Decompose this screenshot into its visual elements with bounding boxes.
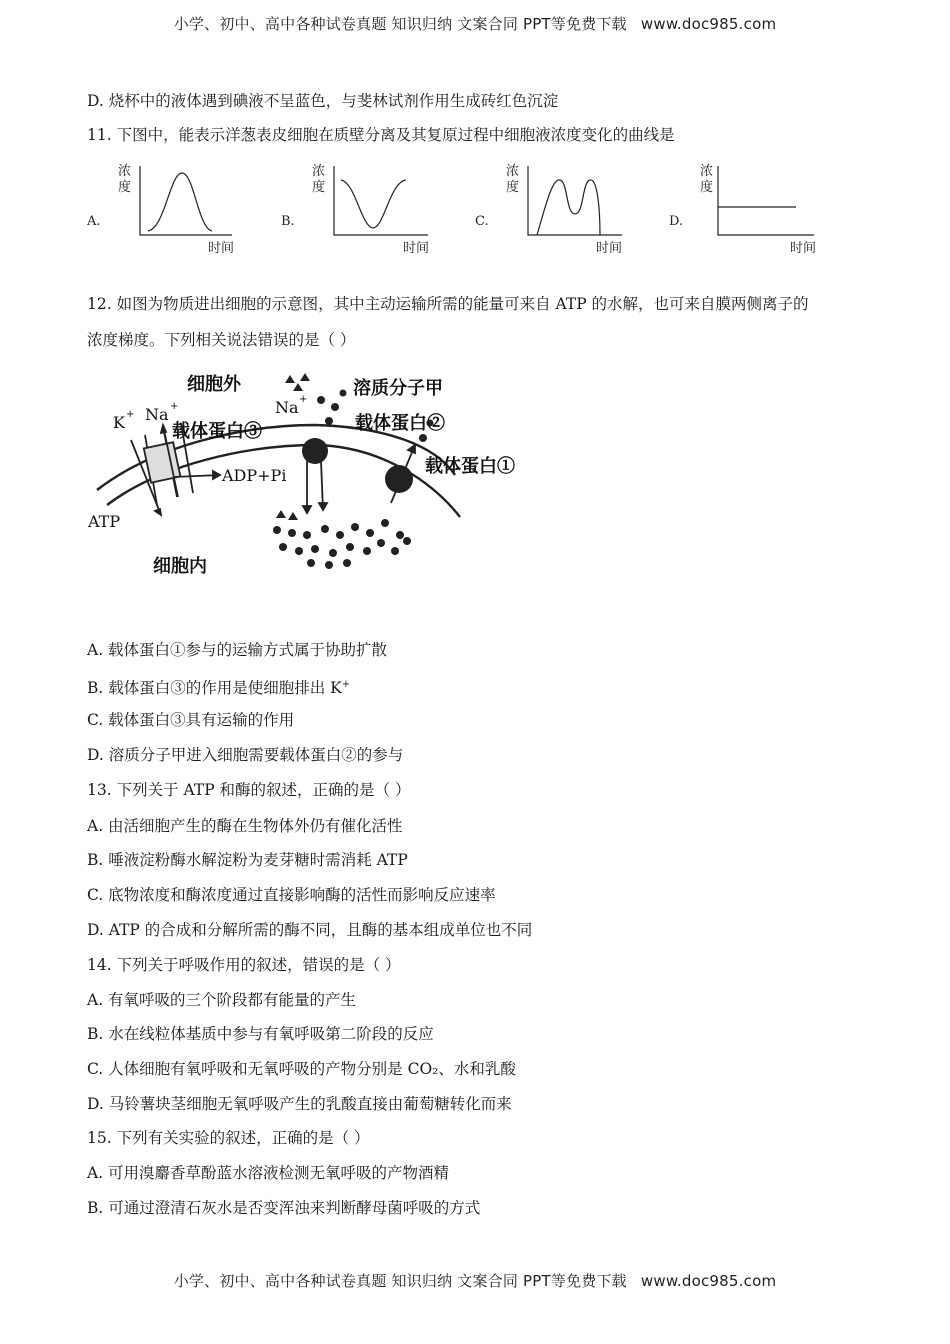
q13-option-a: A. 由活细胞产生的酶在生物体外仍有催化活性 — [87, 817, 403, 835]
label-adp: ADP+Pi — [222, 466, 287, 485]
q13-option-c: C. 底物浓度和酶浓度通过直接影响酶的活性而影响反应速率 — [87, 886, 496, 904]
q11-b-axes — [334, 166, 428, 235]
label-carrier-3: 载体蛋白③ — [172, 421, 262, 442]
q11-b-ylabel-1: 浓 — [312, 164, 326, 179]
q11-option-a-label: A. — [87, 214, 101, 229]
q11-stem: 11. 下图中，能表示洋葱表皮细胞在质壁分离及其复原过程中细胞液浓度变化的曲线是 — [87, 126, 675, 144]
q11-d-ylabel-1: 浓 — [700, 164, 714, 179]
q13-option-d: D. ATP 的合成和分解所需的酶不同，且酶的基本组成单位也不同 — [87, 921, 533, 939]
q11-d-ylabel-2: 度 — [700, 180, 714, 195]
q15-option-a: A. 可用溴麝香草酚蓝水溶液检测无氧呼吸的产物酒精 — [87, 1164, 450, 1182]
q12-stem-2: 浓度梯度。下列相关说法错误的是（ ） — [87, 331, 356, 349]
q13-option-b: B. 唾液淀粉酶水解淀粉为麦芽糖时需消耗 ATP — [87, 851, 408, 869]
q12-figure — [85, 365, 545, 590]
q12-option-b-sup: + — [341, 679, 351, 690]
q11-c-axes — [528, 166, 622, 235]
label-carrier-1: 载体蛋白① — [425, 456, 515, 477]
q11-d-xlabel: 时间 — [790, 241, 817, 256]
label-solute: 溶质分子甲 — [353, 378, 443, 399]
label-inside: 细胞内 — [153, 556, 207, 577]
q11-option-c-label: C. — [475, 214, 489, 229]
q11-graphs — [0, 158, 950, 268]
q11-a-xlabel: 时间 — [208, 241, 235, 256]
q12-option-a: A. 载体蛋白①参与的运输方式属于协助扩散 — [87, 641, 388, 659]
q11-b-ylabel-2: 度 — [312, 180, 326, 195]
q11-a-curve — [148, 173, 212, 231]
q12-option-b-text: B. 载体蛋白③的作用是使细胞排出 K — [87, 679, 342, 698]
footer-url[interactable]: www.doc985.com — [640, 1272, 777, 1290]
q14-option-d: D. 马铃薯块茎细胞无氧呼吸产生的乳酸直接由葡萄糖转化而来 — [87, 1095, 512, 1113]
q11-a-axes — [140, 166, 232, 235]
q11-c-xlabel: 时间 — [596, 241, 623, 256]
label-na-left-plus: + — [170, 401, 179, 412]
label-k-plus: + — [126, 409, 135, 420]
q10-option-d: D. 烧杯中的液体遇到碘液不呈蓝色，与斐林试剂作用生成砖红色沉淀 — [87, 92, 559, 110]
carrier-2-arrows — [303, 461, 327, 513]
q13-stem: 13. 下列关于 ATP 和酶的叙述，正确的是（ ） — [87, 781, 411, 799]
q11-b-curve — [341, 180, 406, 228]
q11-c-curve — [537, 180, 600, 235]
q11-option-b-label: B. — [281, 214, 295, 229]
header-text: 小学、初中、高中各种试卷真题 知识归纳 文案合同 PPT等免费下载 — [173, 15, 627, 33]
q14-option-b: B. 水在线粒体基质中参与有氧呼吸第二阶段的反应 — [87, 1025, 434, 1043]
q11-a-ylabel-2: 度 — [118, 180, 132, 195]
label-na-top: Na — [275, 398, 299, 417]
q11-b-xlabel: 时间 — [403, 241, 430, 256]
q11-option-d-label: D. — [669, 214, 684, 229]
label-outside: 细胞外 — [187, 374, 241, 395]
q15-stem: 15. 下列有关实验的叙述，正确的是（ ） — [87, 1129, 370, 1147]
q12-option-b — [87, 675, 350, 698]
page-header — [0, 13, 950, 34]
label-na-left: Na — [145, 405, 169, 424]
q12-stem-1: 12. 如图为物质进出细胞的示意图，其中主动运输所需的能量可来自 ATP 的水解，也可来自膜两侧离子的 — [87, 295, 809, 313]
label-na-top-plus: + — [299, 394, 308, 405]
page-footer — [0, 1270, 950, 1291]
q11-c-ylabel-1: 浓 — [506, 164, 520, 179]
solute-dots-inside — [273, 510, 411, 569]
q12-option-c: C. 载体蛋白③具有运输的作用 — [87, 711, 295, 729]
label-atp: ATP — [88, 512, 121, 531]
q11-d-axes — [718, 166, 814, 235]
q12-option-d: D. 溶质分子甲进入细胞需要载体蛋白②的参与 — [87, 746, 404, 764]
q14-option-a: A. 有氧呼吸的三个阶段都有能量的产生 — [87, 991, 357, 1009]
label-carrier-2: 载体蛋白② — [355, 413, 445, 434]
carrier-2-shape — [302, 438, 328, 464]
header-url[interactable]: www.doc985.com — [640, 15, 777, 33]
q11-c-ylabel-2: 度 — [506, 180, 520, 195]
footer-text: 小学、初中、高中各种试卷真题 知识归纳 文案合同 PPT等免费下载 — [173, 1272, 627, 1290]
q14-option-c: C. 人体细胞有氧呼吸和无氧呼吸的产物分别是 CO₂、水和乳酸 — [87, 1060, 516, 1078]
carrier-1-shape — [385, 465, 413, 493]
label-k: K — [113, 413, 125, 432]
q11-a-ylabel-1: 浓 — [118, 164, 132, 179]
q15-option-b: B. 可通过澄清石灰水是否变浑浊来判断酵母菌呼吸的方式 — [87, 1199, 481, 1217]
q14-stem: 14. 下列关于呼吸作用的叙述，错误的是（ ） — [87, 956, 401, 974]
